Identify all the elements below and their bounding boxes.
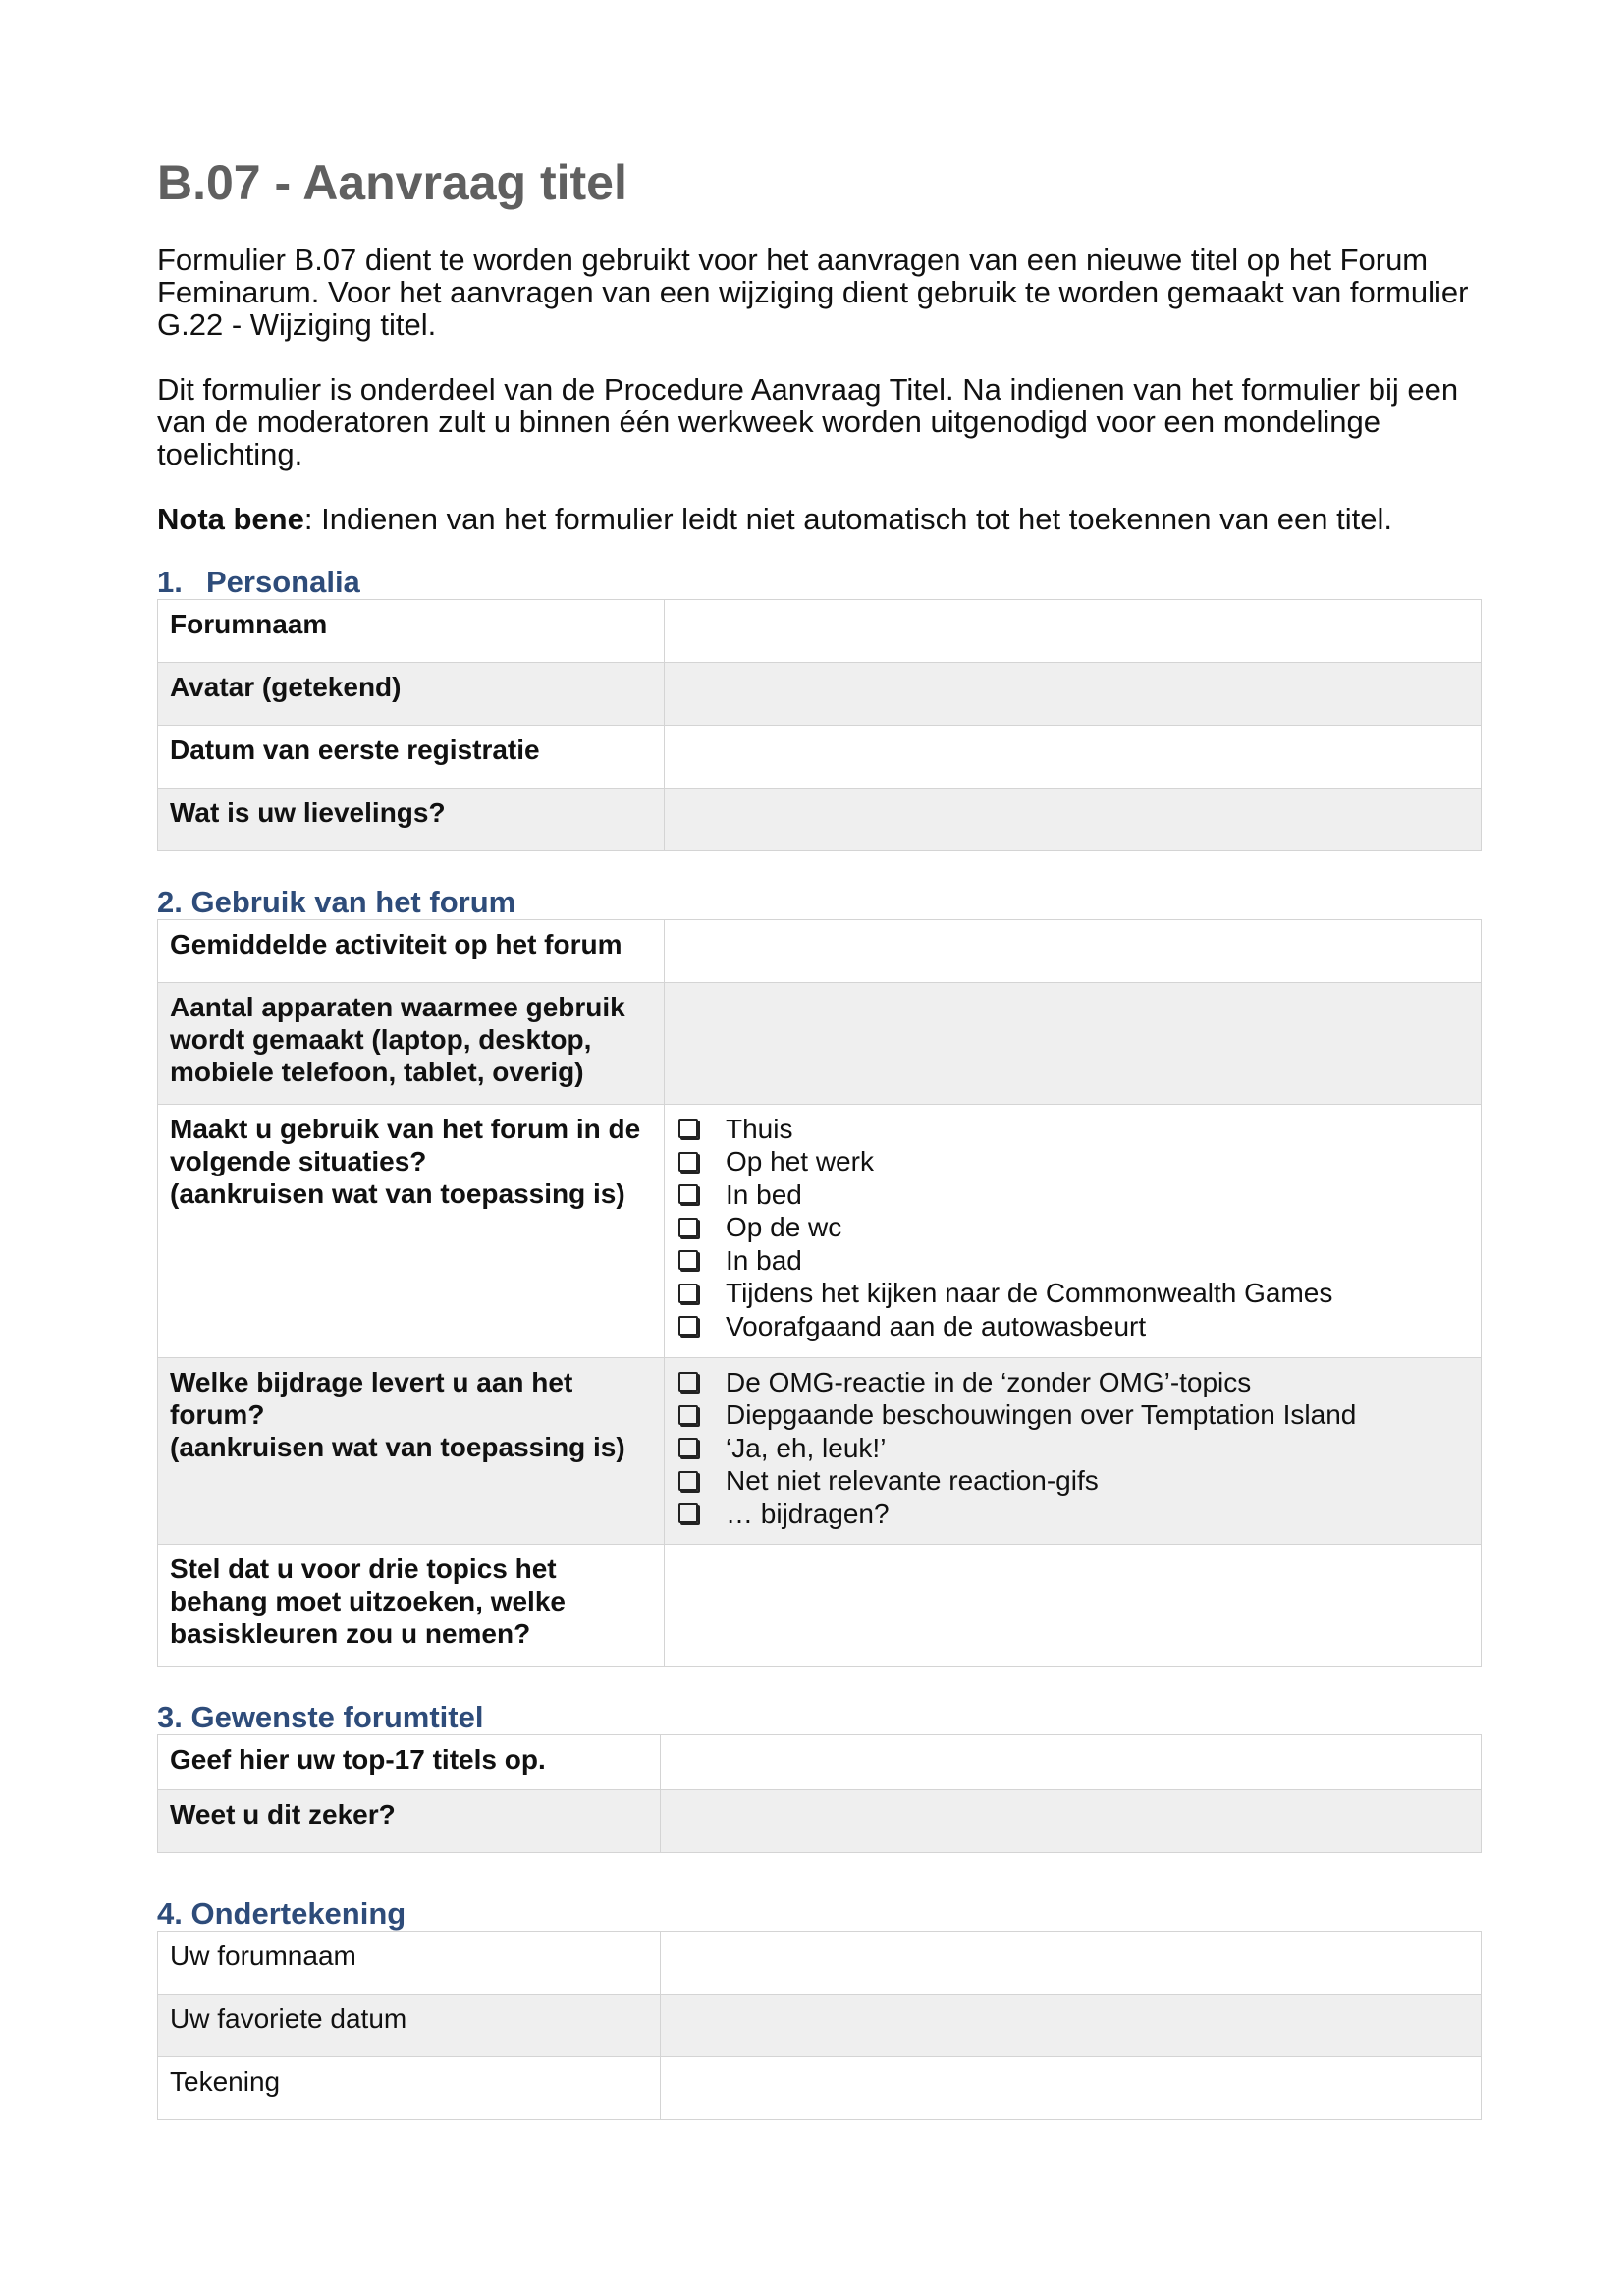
checkbox-icon[interactable] <box>678 1316 698 1336</box>
field-label: Geef hier uw top-17 titels op. <box>158 1734 661 1789</box>
field-input-wallpaper-colors[interactable] <box>665 1544 1482 1666</box>
checkbox-icon[interactable] <box>678 1503 698 1523</box>
field-input-forumnaam[interactable] <box>665 599 1482 662</box>
option-label: ‘Ja, eh, leuk!’ <box>726 1432 887 1463</box>
field-input-registration-date[interactable] <box>665 725 1482 788</box>
table-row <box>158 982 1482 1104</box>
checkbox-icon[interactable] <box>678 1284 698 1303</box>
page-title: B.07 - Aanvraag titel <box>157 155 627 210</box>
table-row <box>158 1734 1482 1789</box>
checkbox-icon[interactable] <box>678 1184 698 1204</box>
table-row <box>158 725 1482 788</box>
section-heading-personalia <box>157 565 1481 599</box>
checkbox-option[interactable] <box>676 1113 1469 1146</box>
option-label: Op de wc <box>726 1212 842 1242</box>
checkbox-option[interactable] <box>676 1178 1469 1212</box>
field-label: Aantal apparaten waarmee gebruik wordt gemaakt (laptop, desktop, mobiele telefoon, tablet, overig) <box>158 982 665 1104</box>
option-label: Tijdens het kijken naar de Commonwealth Games <box>726 1278 1333 1308</box>
situation-options <box>676 1113 1469 1343</box>
field-label: Avatar (getekend) <box>158 662 665 725</box>
question-hint: (aankruisen wat van toepassing is) <box>170 1177 625 1209</box>
option-label: … bijdragen? <box>726 1498 890 1529</box>
section-heading-desired-title: 3. Gewenste forumtitel <box>157 1699 484 1734</box>
checkbox-icon[interactable] <box>678 1119 698 1138</box>
checkbox-icon[interactable] <box>678 1250 698 1270</box>
field-input-drawing[interactable] <box>661 2056 1482 2119</box>
checkbox-option[interactable] <box>676 1432 1469 1465</box>
checkbox-icon[interactable] <box>678 1152 698 1172</box>
table-row <box>158 1789 1482 1852</box>
checkbox-option[interactable] <box>676 1145 1469 1178</box>
option-label: Voorafgaand aan de autowasbeurt <box>726 1310 1147 1341</box>
question-text: Welke bijdrage levert u aan het forum? <box>170 1366 573 1430</box>
desired-title-table <box>157 1734 1482 1853</box>
table-row <box>158 919 1482 982</box>
question-text: Maakt u gebruik van het forum in de volgende situaties? <box>170 1113 641 1176</box>
field-input-devices[interactable] <box>665 982 1482 1104</box>
field-input-top-titles[interactable] <box>661 1734 1482 1789</box>
field-label <box>158 1357 665 1544</box>
option-label: Op het werk <box>726 1146 874 1176</box>
nota-bene-paragraph <box>157 503 1481 535</box>
checkbox-icon[interactable] <box>678 1218 698 1237</box>
field-input-signature-forumname[interactable] <box>661 1931 1482 1994</box>
nota-bene-text: : Indienen van het formulier leidt niet automatisch tot het toekennen van een titel. <box>303 501 1392 536</box>
field-input-favorite-date[interactable] <box>661 1994 1482 2056</box>
intro-paragraph-1: Formulier B.07 dient te worden gebruikt voor het aanvragen van een nieuwe titel op het Forum Feminarum. Voor het aanvragen van een wijziging dient gebruik te worden gemaakt van formulier G.22 - Wijziging titel. <box>157 242 1469 342</box>
nota-bene-label: Nota bene <box>157 501 304 536</box>
forum-usage-table <box>157 919 1482 1667</box>
field-input-avatar[interactable] <box>665 662 1482 725</box>
checkbox-icon[interactable] <box>678 1372 698 1392</box>
field-input-activity[interactable] <box>665 919 1482 982</box>
checkbox-option[interactable] <box>676 1310 1469 1343</box>
checkbox-option[interactable] <box>676 1211 1469 1244</box>
table-row <box>158 1357 1482 1544</box>
table-row <box>158 1104 1482 1357</box>
table-row <box>158 788 1482 850</box>
intro-paragraph-2: Dit formulier is onderdeel van de Procedure Aanvraag Titel. Na indienen van het formulier bij een van de moderatoren zult u binnen één werkweek worden uitgenodigd voor een mondelinge toelichting. <box>157 371 1459 471</box>
table-row <box>158 2056 1482 2119</box>
table-row <box>158 599 1482 662</box>
option-label: De OMG-reactie in de ‘zonder OMG’-topics <box>726 1366 1252 1397</box>
field-label: Gemiddelde activiteit op het forum <box>158 919 665 982</box>
field-label: Tekening <box>158 2056 661 2119</box>
table-row <box>158 662 1482 725</box>
option-label: Thuis <box>726 1113 793 1144</box>
checkbox-option[interactable] <box>676 1366 1469 1399</box>
options-cell <box>665 1104 1482 1357</box>
field-label: Uw favoriete datum <box>158 1994 661 2056</box>
option-label: Diepgaande beschouwingen over Temptation Island <box>726 1399 1357 1430</box>
field-input-certainty[interactable] <box>661 1789 1482 1852</box>
field-label: Forumnaam <box>158 599 665 662</box>
field-label: Wat is uw lievelings? <box>158 788 665 850</box>
field-input-favorite[interactable] <box>665 788 1482 850</box>
option-label: In bed <box>726 1178 802 1210</box>
section-number: 1. <box>157 564 183 599</box>
question-hint: (aankruisen wat van toepassing is) <box>170 1431 625 1462</box>
checkbox-option[interactable] <box>676 1244 1469 1278</box>
checkbox-option[interactable] <box>676 1277 1469 1310</box>
checkbox-option[interactable] <box>676 1398 1469 1432</box>
field-label: Datum van eerste registratie <box>158 725 665 788</box>
table-row <box>158 1994 1482 2056</box>
section-heading-signature: 4. Ondertekening <box>157 1895 406 1931</box>
field-label: Uw forumnaam <box>158 1931 661 1994</box>
field-label <box>158 1104 665 1357</box>
field-label: Stel dat u voor drie topics het behang moet uitzoeken, welke basiskleuren zou u nemen? <box>158 1544 665 1666</box>
checkbox-option[interactable] <box>676 1464 1469 1498</box>
section-title: Personalia <box>206 564 360 599</box>
field-label: Weet u dit zeker? <box>158 1789 661 1852</box>
checkbox-icon[interactable] <box>678 1471 698 1491</box>
checkbox-option[interactable] <box>676 1498 1469 1531</box>
options-cell <box>665 1357 1482 1544</box>
signature-table <box>157 1931 1482 2120</box>
checkbox-icon[interactable] <box>678 1405 698 1425</box>
checkbox-icon[interactable] <box>678 1438 698 1457</box>
document-content <box>157 155 1481 2120</box>
contribution-options <box>676 1366 1469 1531</box>
section-heading-forum-usage: 2. Gebruik van het forum <box>157 884 516 919</box>
table-row <box>158 1544 1482 1666</box>
option-label: Net niet relevante reaction-gifs <box>726 1465 1099 1496</box>
option-label: In bad <box>726 1244 802 1276</box>
table-row <box>158 1931 1482 1994</box>
personalia-table <box>157 599 1482 851</box>
